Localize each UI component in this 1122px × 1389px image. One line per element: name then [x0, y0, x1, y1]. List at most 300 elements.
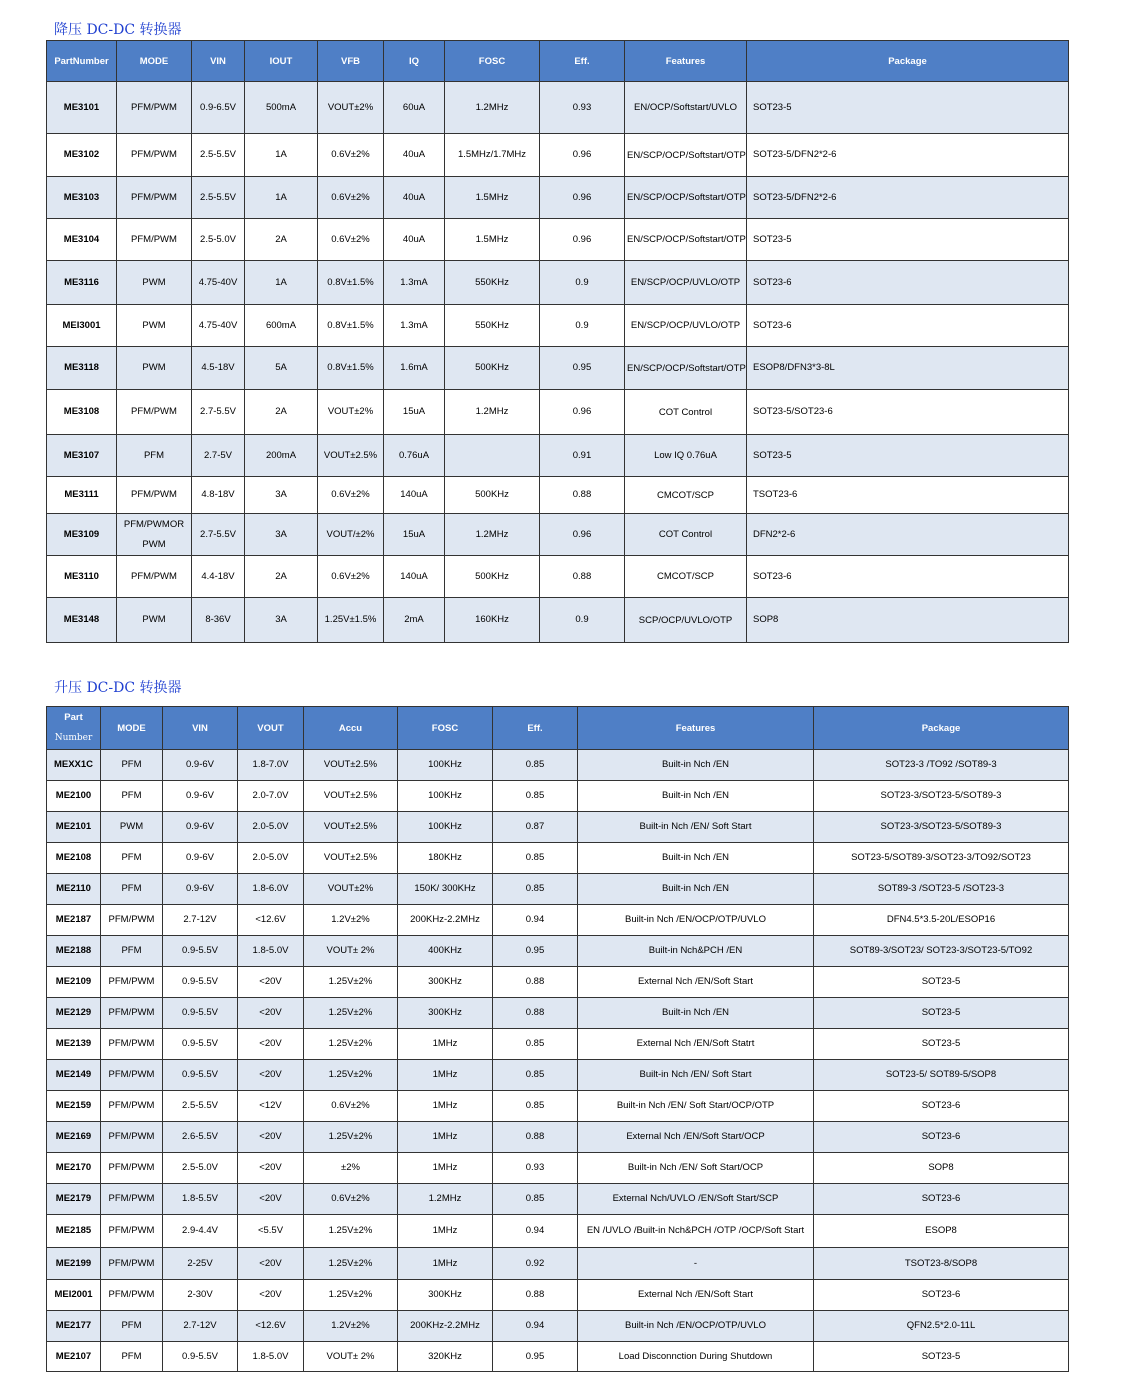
table-cell: SOT23-5 — [747, 435, 1069, 477]
table-cell: SOT23-5 — [814, 1342, 1069, 1372]
part-number-cell: MEXX1C — [47, 750, 101, 781]
table-cell: SOT23-5 — [747, 82, 1069, 134]
table-cell: 4.75-40V — [192, 305, 245, 347]
table-cell: SOT23-3 /TO92 /SOT89-3 — [814, 750, 1069, 781]
table-cell: EN /UVLO /Built-in Nch&PCH /OTP /OCP/Soft Start — [578, 1215, 814, 1248]
part-number-cell: ME3148 — [47, 598, 117, 643]
table-cell: EN/SCP/OCP/Softstart/OTP — [625, 347, 747, 390]
part-number-cell: ME2107 — [47, 1342, 101, 1372]
table-cell: 300KHz — [398, 998, 493, 1029]
buck-converter-table — [46, 40, 1069, 643]
part-number-cell: MEI3001 — [47, 305, 117, 347]
table-cell: VOUT±2.5% — [304, 812, 398, 843]
table-cell: 1A — [245, 177, 318, 219]
table-cell: 500KHz — [445, 347, 540, 390]
table-cell: PFM/PWM — [101, 998, 163, 1029]
table-cell: External Nch /EN/Soft Statrt — [578, 1029, 814, 1060]
part-number-cell: ME2149 — [47, 1060, 101, 1091]
table-cell: 2A — [245, 219, 318, 261]
table-cell: CMCOT/SCP — [625, 556, 747, 598]
part-number-cell: ME3103 — [47, 177, 117, 219]
table-cell: 0.93 — [493, 1153, 578, 1184]
table-cell: 180KHz — [398, 843, 493, 874]
part-number-cell: ME2187 — [47, 905, 101, 936]
table-cell: SOT23-3/SOT23-5/SOT89-3 — [814, 781, 1069, 812]
table-cell: 0.8V±1.5% — [318, 347, 384, 390]
boost-table-row — [47, 874, 1069, 905]
table-cell: 0.93 — [540, 82, 625, 134]
part-number-cell: ME2179 — [47, 1184, 101, 1215]
part-number-cell: ME3108 — [47, 390, 117, 435]
table-cell: 2mA — [384, 598, 445, 643]
col-header: MODE — [101, 707, 163, 750]
table-cell: 2.0-5.0V — [238, 843, 304, 874]
table-cell: 1.3mA — [384, 261, 445, 305]
col-header: VFB — [318, 41, 384, 82]
table-cell: 0.95 — [540, 347, 625, 390]
table-cell: VOUT±2% — [304, 874, 398, 905]
buck-table-row — [47, 82, 1069, 134]
boost-table-row — [47, 1029, 1069, 1060]
table-cell: SOT23-6 — [814, 1280, 1069, 1311]
table-cell: 1.25V±2% — [304, 1280, 398, 1311]
table-cell: <20V — [238, 1060, 304, 1091]
table-cell: SOP8 — [814, 1153, 1069, 1184]
table-cell: PWM — [117, 305, 192, 347]
table-cell: VOUT±2.5% — [318, 435, 384, 477]
table-cell: TSOT23-6 — [747, 477, 1069, 514]
table-cell: SOT23-5/SOT89-3/SOT23-3/TO92/SOT23 — [814, 843, 1069, 874]
table-cell: 0.6V±2% — [318, 134, 384, 177]
table-cell: EN/OCP/Softstart/UVLO — [625, 82, 747, 134]
table-cell: External Nch /EN/Soft Start/OCP — [578, 1122, 814, 1153]
buck-table-row — [47, 390, 1069, 435]
table-cell: SOT23-5 — [747, 219, 1069, 261]
table-cell: VOUT±2% — [318, 82, 384, 134]
table-cell: 0.85 — [493, 874, 578, 905]
col-header: Package — [814, 707, 1069, 750]
table-cell: 1.3mA — [384, 305, 445, 347]
table-cell: 600mA — [245, 305, 318, 347]
table-cell: PFM/PWM — [101, 905, 163, 936]
table-cell: 550KHz — [445, 261, 540, 305]
table-cell: EN/SCP/OCP/Softstart/OTP — [625, 177, 747, 219]
boost-header-row — [47, 707, 1069, 750]
boost-table-row — [47, 812, 1069, 843]
table-cell: 4.4-18V — [192, 556, 245, 598]
table-cell: TSOT23-8/SOP8 — [814, 1248, 1069, 1280]
table-cell: SOT23-5/SOT23-6 — [747, 390, 1069, 435]
table-cell: 320KHz — [398, 1342, 493, 1372]
part-number-cell: ME2185 — [47, 1215, 101, 1248]
table-cell: 0.88 — [540, 477, 625, 514]
table-cell: 2.5-5.5V — [192, 134, 245, 177]
table-cell: VOUT/±2% — [318, 514, 384, 556]
table-cell: SOT23-6 — [814, 1184, 1069, 1215]
table-cell: Built-in Nch /EN — [578, 750, 814, 781]
table-cell: 0.9 — [540, 598, 625, 643]
table-cell: PFM/PWM — [101, 1122, 163, 1153]
table-cell: 1MHz — [398, 1215, 493, 1248]
table-cell: 1MHz — [398, 1091, 493, 1122]
col-header: IOUT — [245, 41, 318, 82]
table-cell: 1.2V±2% — [304, 1311, 398, 1342]
table-cell: 1MHz — [398, 1248, 493, 1280]
table-cell: 0.6V±2% — [318, 556, 384, 598]
boost-table-row — [47, 1342, 1069, 1372]
buck-table-row — [47, 435, 1069, 477]
table-cell: PFM — [101, 874, 163, 905]
table-cell: EN/SCP/OCP/UVLO/OTP — [625, 261, 747, 305]
table-cell: PFM/PWM — [117, 477, 192, 514]
buck-table-row — [47, 305, 1069, 347]
table-cell: ±2% — [304, 1153, 398, 1184]
table-cell: 300KHz — [398, 1280, 493, 1311]
table-cell: 0.9-6V — [163, 874, 238, 905]
part-number-cell: ME3104 — [47, 219, 117, 261]
table-cell: Built-in Nch /EN/OCP/OTP/UVLO — [578, 905, 814, 936]
table-cell: 2.9-4.4V — [163, 1215, 238, 1248]
table-cell: PFM — [117, 435, 192, 477]
table-cell: PWM — [117, 261, 192, 305]
table-cell: 0.9-6V — [163, 843, 238, 874]
table-cell: 0.94 — [493, 1311, 578, 1342]
table-cell: 0.9-5.5V — [163, 1060, 238, 1091]
table-cell: SOT23-6 — [747, 261, 1069, 305]
table-cell: 2.7-5.5V — [192, 390, 245, 435]
part-number-cell: MEI2001 — [47, 1280, 101, 1311]
table-cell: VOUT±2% — [318, 390, 384, 435]
table-cell: Built-in Nch /EN — [578, 781, 814, 812]
table-cell: PFM — [101, 1311, 163, 1342]
table-cell: <20V — [238, 1248, 304, 1280]
table-cell: 3A — [245, 514, 318, 556]
table-cell: 0.85 — [493, 1060, 578, 1091]
table-cell: <20V — [238, 1280, 304, 1311]
table-cell: 15uA — [384, 390, 445, 435]
table-cell: 2-30V — [163, 1280, 238, 1311]
col-header: Eff. — [493, 707, 578, 750]
table-cell: SOT23-5/ SOT89-5/SOP8 — [814, 1060, 1069, 1091]
table-cell: SOT23-6 — [814, 1091, 1069, 1122]
col-header: FOSC — [398, 707, 493, 750]
table-cell: 1.25V±2% — [304, 998, 398, 1029]
table-cell: 2.7-5V — [192, 435, 245, 477]
table-cell: ESOP8 — [814, 1215, 1069, 1248]
table-cell: 0.85 — [493, 1184, 578, 1215]
table-cell: 40uA — [384, 134, 445, 177]
col-header: VOUT — [238, 707, 304, 750]
table-cell: 0.6V±2% — [318, 177, 384, 219]
table-cell: SOT23-6 — [747, 305, 1069, 347]
table-cell: Built-in Nch /EN — [578, 843, 814, 874]
table-cell: 0.88 — [493, 1280, 578, 1311]
table-cell — [445, 435, 540, 477]
table-cell: External Nch /EN/Soft Start — [578, 967, 814, 998]
part-number-cell: ME2108 — [47, 843, 101, 874]
part-number-cell: ME2100 — [47, 781, 101, 812]
table-cell: Built-in Nch /EN/ Soft Start — [578, 812, 814, 843]
table-cell: COT Control — [625, 514, 747, 556]
table-cell: SOP8 — [747, 598, 1069, 643]
table-cell: SOT23-6 — [747, 556, 1069, 598]
table-cell: 0.6V±2% — [304, 1091, 398, 1122]
table-cell: 1.25V±2% — [304, 1029, 398, 1060]
table-cell: 0.85 — [493, 843, 578, 874]
buck-table-row — [47, 134, 1069, 177]
table-cell: 8-36V — [192, 598, 245, 643]
table-cell: PFM/PWM — [101, 1280, 163, 1311]
table-cell: Built-in Nch&PCH /EN — [578, 936, 814, 967]
table-cell: 0.9-5.5V — [163, 1342, 238, 1372]
table-cell: VOUT± 2% — [304, 936, 398, 967]
table-cell: 1.25V±1.5% — [318, 598, 384, 643]
table-cell: 1.25V±2% — [304, 1248, 398, 1280]
table-cell: <20V — [238, 1184, 304, 1215]
table-cell: 200KHz-2.2MHz — [398, 905, 493, 936]
table-cell: 3A — [245, 477, 318, 514]
table-cell: 1.2MHz — [445, 82, 540, 134]
table-cell: 2.7-5.5V — [192, 514, 245, 556]
boost-table-row — [47, 843, 1069, 874]
table-cell: Low IQ 0.76uA — [625, 435, 747, 477]
table-cell: 4.75-40V — [192, 261, 245, 305]
table-cell: 0.92 — [493, 1248, 578, 1280]
col-header: PartNumber — [47, 41, 117, 82]
table-cell: - — [578, 1248, 814, 1280]
table-cell: 0.9-5.5V — [163, 998, 238, 1029]
table-cell: 1.25V±2% — [304, 1215, 398, 1248]
table-cell: 1.8-7.0V — [238, 750, 304, 781]
table-cell: 4.8-18V — [192, 477, 245, 514]
buck-header-row — [47, 41, 1069, 82]
buck-table-row — [47, 477, 1069, 514]
boost-table-row — [47, 1311, 1069, 1342]
table-cell: 140uA — [384, 477, 445, 514]
table-cell: 0.96 — [540, 177, 625, 219]
table-cell: 160KHz — [445, 598, 540, 643]
table-cell: PFM — [101, 843, 163, 874]
table-cell: 5A — [245, 347, 318, 390]
table-cell: 0.85 — [493, 750, 578, 781]
table-cell: 2.5-5.5V — [163, 1091, 238, 1122]
table-cell: 40uA — [384, 177, 445, 219]
buck-table-row — [47, 514, 1069, 556]
table-cell: 1.2MHz — [445, 514, 540, 556]
buck-section-title: 降压 DC-DC 转换器 — [54, 22, 182, 38]
table-cell: 2.0-7.0V — [238, 781, 304, 812]
table-cell: 1.2V±2% — [304, 905, 398, 936]
table-cell: SOT23-5 — [814, 967, 1069, 998]
table-cell: VOUT± 2% — [304, 1342, 398, 1372]
table-cell: 0.9-5.5V — [163, 936, 238, 967]
boost-table-row — [47, 967, 1069, 998]
boost-table-row — [47, 1060, 1069, 1091]
buck-table-row — [47, 177, 1069, 219]
boost-table-row — [47, 1215, 1069, 1248]
table-cell: COT Control — [625, 390, 747, 435]
buck-table-row — [47, 556, 1069, 598]
table-cell: 0.88 — [493, 1122, 578, 1153]
table-cell: 400KHz — [398, 936, 493, 967]
buck-table-row — [47, 219, 1069, 261]
table-cell: DFN4.5*3.5-20L/ESOP16 — [814, 905, 1069, 936]
table-cell: 1.6mA — [384, 347, 445, 390]
table-cell: VOUT±2.5% — [304, 843, 398, 874]
table-cell: PFM/PWMOR PWM — [117, 514, 192, 556]
part-number-cell: ME2177 — [47, 1311, 101, 1342]
table-cell: 550KHz — [445, 305, 540, 347]
table-cell: 0.9-6V — [163, 750, 238, 781]
table-cell: Built-in Nch /EN/ Soft Start/OCP/OTP — [578, 1091, 814, 1122]
part-number-cell: ME2110 — [47, 874, 101, 905]
table-cell: Built-in Nch /EN/ Soft Start — [578, 1060, 814, 1091]
table-cell: PWM — [101, 812, 163, 843]
part-number-cell: ME2169 — [47, 1122, 101, 1153]
table-cell: 0.96 — [540, 390, 625, 435]
part-number-cell: ME3118 — [47, 347, 117, 390]
table-cell: 0.94 — [493, 1215, 578, 1248]
table-cell: 500KHz — [445, 477, 540, 514]
table-cell: External Nch /EN/Soft Start — [578, 1280, 814, 1311]
table-cell: PFM/PWM — [101, 1091, 163, 1122]
table-cell: SCP/OCP/UVLO/OTP — [625, 598, 747, 643]
table-cell: 0.9-6.5V — [192, 82, 245, 134]
table-cell: 0.85 — [493, 781, 578, 812]
table-cell: Built-in Nch /EN/ Soft Start/OCP — [578, 1153, 814, 1184]
table-cell: PFM/PWM — [117, 219, 192, 261]
table-cell: 1A — [245, 134, 318, 177]
table-cell: PFM/PWM — [101, 1029, 163, 1060]
table-cell: 1.5MHz/1.7MHz — [445, 134, 540, 177]
boost-table-row — [47, 1248, 1069, 1280]
table-cell: Built-in Nch /EN/OCP/OTP/UVLO — [578, 1311, 814, 1342]
col-header: VIN — [192, 41, 245, 82]
table-cell: 0.8V±1.5% — [318, 305, 384, 347]
table-cell: SOT23-5/DFN2*2-6 — [747, 134, 1069, 177]
table-cell: 1.25V±2% — [304, 967, 398, 998]
table-cell: PFM/PWM — [117, 556, 192, 598]
table-cell: 1.5MHz — [445, 219, 540, 261]
table-cell: <20V — [238, 967, 304, 998]
table-cell: 0.85 — [493, 1029, 578, 1060]
table-cell: 2.0-5.0V — [238, 812, 304, 843]
table-cell: 300KHz — [398, 967, 493, 998]
table-cell: 1.8-5.0V — [238, 936, 304, 967]
col-header: IQ — [384, 41, 445, 82]
table-cell: 1MHz — [398, 1060, 493, 1091]
table-cell: PFM/PWM — [117, 177, 192, 219]
table-cell: Built-in Nch /EN — [578, 874, 814, 905]
part-number-cell: ME2159 — [47, 1091, 101, 1122]
col-header: Accu — [304, 707, 398, 750]
part-number-cell: ME2188 — [47, 936, 101, 967]
col-header: VIN — [163, 707, 238, 750]
boost-table-row — [47, 750, 1069, 781]
table-cell: 2.5-5.0V — [192, 219, 245, 261]
boost-table-row — [47, 936, 1069, 967]
table-cell: SOT23-5/DFN2*2-6 — [747, 177, 1069, 219]
buck-table-row — [47, 598, 1069, 643]
table-cell: 1.25V±2% — [304, 1060, 398, 1091]
table-cell: 2.5-5.0V — [163, 1153, 238, 1184]
boost-table-row — [47, 1153, 1069, 1184]
boost-table-row — [47, 905, 1069, 936]
col-header: FOSC — [445, 41, 540, 82]
table-cell: <20V — [238, 1153, 304, 1184]
table-cell: 60uA — [384, 82, 445, 134]
table-cell: 0.87 — [493, 812, 578, 843]
part-number-cell: ME2199 — [47, 1248, 101, 1280]
table-cell: PFM — [101, 1342, 163, 1372]
table-cell: 100KHz — [398, 812, 493, 843]
part-label: Part — [64, 712, 83, 723]
table-cell: 1.5MHz — [445, 177, 540, 219]
part-number-cell: ME2109 — [47, 967, 101, 998]
table-cell: 0.8V±1.5% — [318, 261, 384, 305]
table-cell: EN/SCP/OCP/UVLO/OTP — [625, 305, 747, 347]
table-cell: 0.88 — [540, 556, 625, 598]
table-cell: PFM/PWM — [117, 390, 192, 435]
table-cell: 0.9-5.5V — [163, 967, 238, 998]
table-cell: 0.88 — [493, 998, 578, 1029]
table-cell: 0.91 — [540, 435, 625, 477]
part-number-cell: ME2170 — [47, 1153, 101, 1184]
table-cell: QFN2.5*2.0-11L — [814, 1311, 1069, 1342]
part-number-cell: ME3116 — [47, 261, 117, 305]
table-cell: 0.9-6V — [163, 781, 238, 812]
table-cell: 1MHz — [398, 1029, 493, 1060]
table-cell: 200KHz-2.2MHz — [398, 1311, 493, 1342]
table-cell: 0.9 — [540, 305, 625, 347]
part-number-cell: ME3110 — [47, 556, 117, 598]
table-cell: External Nch/UVLO /EN/Soft Start/SCP — [578, 1184, 814, 1215]
table-cell: PFM — [101, 750, 163, 781]
table-cell: 0.9 — [540, 261, 625, 305]
part-number-cell: ME2139 — [47, 1029, 101, 1060]
table-cell: ESOP8/DFN3*3-8L — [747, 347, 1069, 390]
table-cell: SOT23-5 — [814, 1029, 1069, 1060]
table-cell: 0.6V±2% — [318, 477, 384, 514]
table-cell: 1.2MHz — [445, 390, 540, 435]
table-cell: 2.7-12V — [163, 1311, 238, 1342]
table-cell: 1.8-5.0V — [238, 1342, 304, 1372]
table-cell: 0.76uA — [384, 435, 445, 477]
boost-table-row — [47, 1280, 1069, 1311]
table-cell: PFM/PWM — [117, 134, 192, 177]
table-cell: 0.96 — [540, 134, 625, 177]
table-cell: 2A — [245, 556, 318, 598]
table-cell: 100KHz — [398, 781, 493, 812]
table-cell: 15uA — [384, 514, 445, 556]
table-cell: CMCOT/SCP — [625, 477, 747, 514]
table-cell: 2A — [245, 390, 318, 435]
part-number-cell: ME3111 — [47, 477, 117, 514]
boost-table-row — [47, 1091, 1069, 1122]
table-cell: PFM/PWM — [101, 1184, 163, 1215]
table-cell: PWM — [117, 598, 192, 643]
table-cell: PFM/PWM — [117, 82, 192, 134]
table-cell: PFM/PWM — [101, 1153, 163, 1184]
boost-section-title: 升压 DC-DC 转换器 — [54, 680, 182, 696]
table-cell: 0.95 — [493, 936, 578, 967]
table-cell: 0.96 — [540, 219, 625, 261]
col-header: Package — [747, 41, 1069, 82]
col-header-part-number — [47, 707, 101, 750]
table-cell: Load Disconnction During Shutdown — [578, 1342, 814, 1372]
table-cell: EN/SCP/OCP/Softstart/OTP — [625, 134, 747, 177]
table-cell: DFN2*2-6 — [747, 514, 1069, 556]
